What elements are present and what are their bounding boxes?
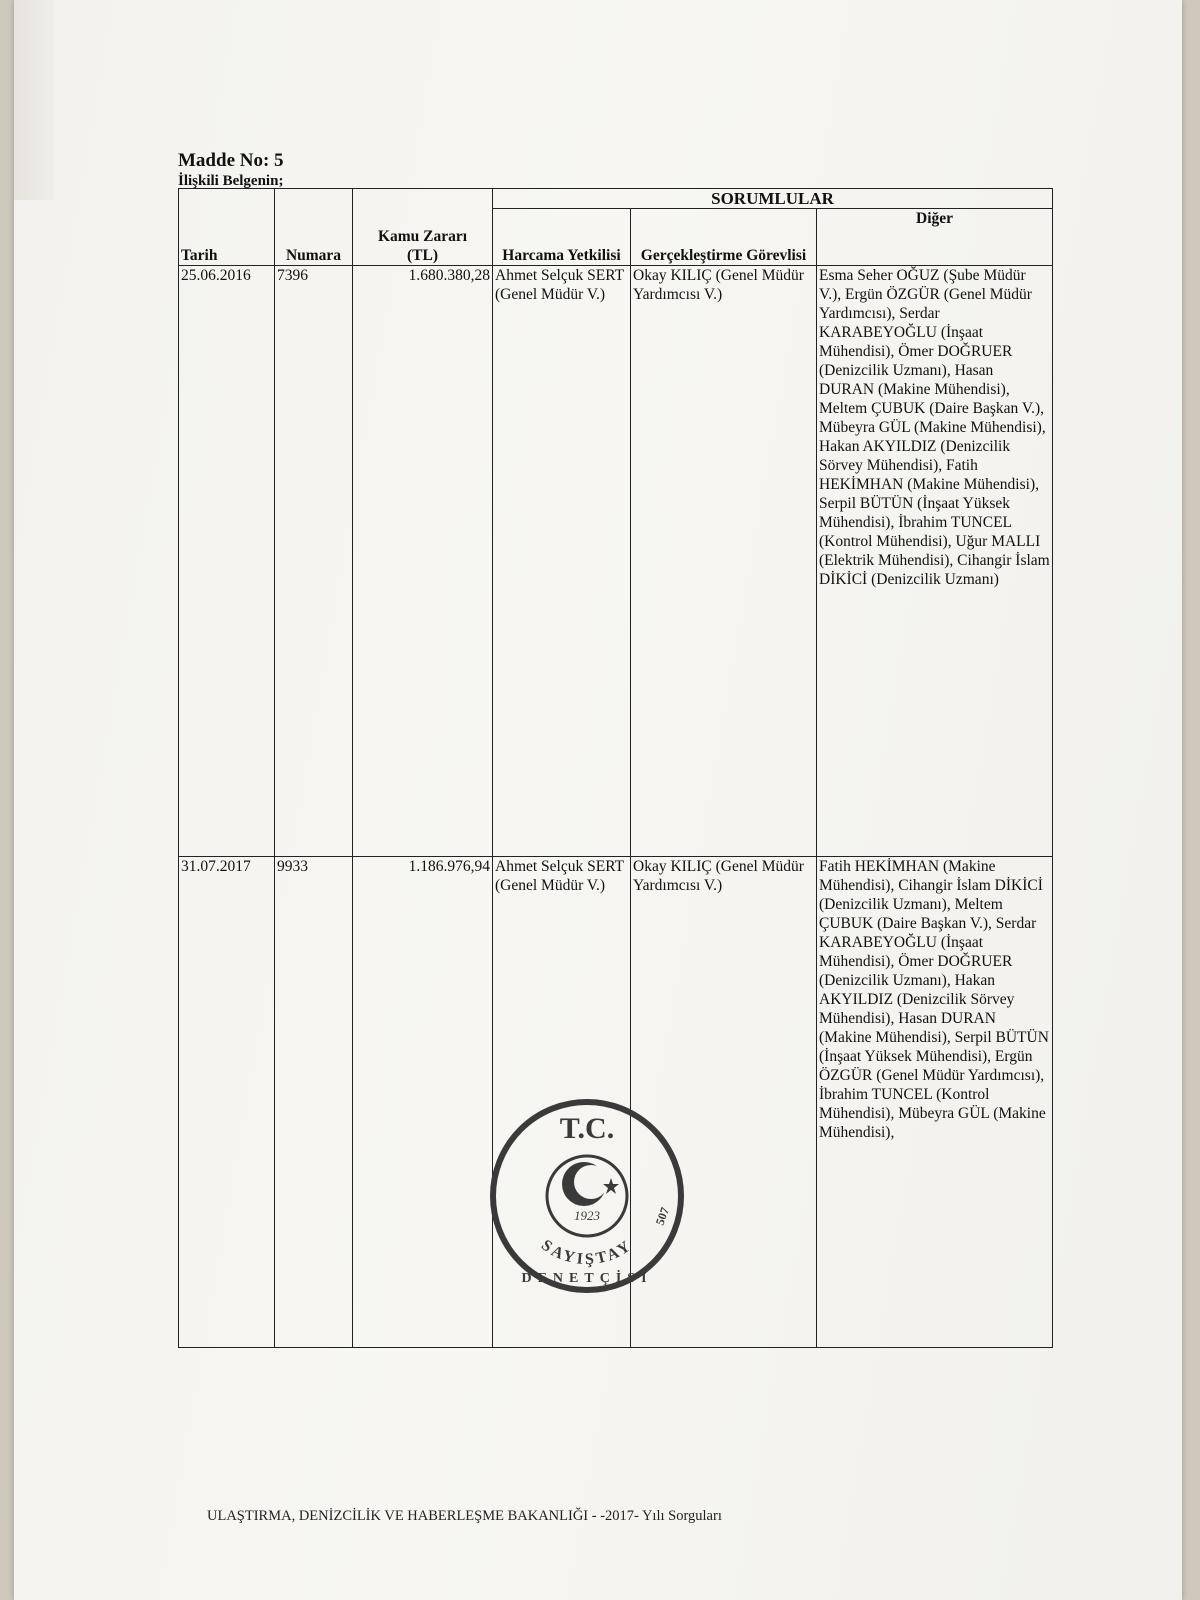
header-sorumlular: SORUMLULAR (493, 189, 1053, 209)
sayistay-seal (487, 1096, 687, 1296)
header-harcama: Harcama Yetkilisi (493, 209, 631, 266)
cell-numara: 9933 (275, 857, 353, 1348)
madde-number: Madde No: 5 (178, 150, 284, 171)
seal-tc: T.C. (559, 1112, 615, 1145)
cell-harcama: Ahmet Selçuk SERT (Genel Müdür V.) (493, 266, 631, 857)
crescent-cutout (574, 1165, 608, 1199)
page-footer: ULAŞTIRMA, DENİZCİLİK VE HABERLEŞME BAKANLIĞI - -2017- Yılı Sorguları (207, 1508, 722, 1524)
cell-tarih: 25.06.2016 (179, 266, 275, 857)
document-heading (178, 150, 284, 190)
seal-name: SAYIŞTAY (538, 1236, 636, 1269)
header-tarih: Tarih (179, 189, 275, 266)
header-kamu-zarari: Kamu Zararı (TL) (353, 189, 493, 266)
related-document-label: İlişkili Belgenin; (178, 173, 284, 189)
cell-gerceklestirme: Okay KILIÇ (Genel Müdür Yardımcısı V.) (631, 266, 817, 857)
seal-year: 1923 (574, 1208, 600, 1223)
cell-tarih: 31.07.2017 (179, 857, 275, 1348)
cell-harcama: Ahmet Selçuk SERT (Genel Müdür V.) (493, 857, 631, 1348)
cell-kamu-zarari: 1.186.976,94 (353, 857, 493, 1348)
cell-numara: 7396 (275, 266, 353, 857)
seal-sub: DENETÇİSİ (521, 1271, 653, 1286)
header-gerceklestirme: Gerçekleştirme Görevlisi (631, 209, 817, 266)
cell-diger: Fatih HEKİMHAN (Makine Mühendisi), Cihangir İslam DİKİCİ (Denizcilik Uzmanı), Meltem ÇUBUK (Daire Başkan V.), Serdar KARABEYOĞLU (İnşaat Mühendisi), Ömer DOĞRUER (Denizcilik Uzmanı), Hakan AKYILDIZ (Denizcilik Sörvey Mühendisi), Hasan DURAN (Makine Mühendisi), Serpil BÜTÜN (İnşaat Yüksek Mühendisi), Ergün ÖZGÜR (Genel Müdür Yardımcısı), İbrahim TUNCEL (Kontrol Mühendisi), Mübeyra GÜL (Makine Mühendisi), (817, 857, 1053, 1348)
cell-kamu-zarari: 1.680.380,28 (353, 266, 493, 857)
seal-number: 507 (652, 1205, 672, 1228)
cell-diger: Esma Seher OĞUZ (Şube Müdür V.), Ergün ÖZGÜR (Genel Müdür Yardımcısı), Serdar KARABEYOĞLU (İnşaat Mühendisi), Ömer DOĞRUER (Denizcilik Uzmanı), Hasan DURAN (Makine Mühendisi), Meltem ÇUBUK (Daire Başkan V.), Mübeyra GÜL (Makine Mühendisi), Hakan AKYILDIZ (Denizcilik Sörvey Mühendisi), Fatih HEKİMHAN (Makine Mühendisi), Serpil BÜTÜN (İnşaat Yüksek Mühendisi), İbrahim TUNCEL (Kontrol Mühendisi), Uğur MALLI (Elektrik Mühendisi), Cihangir İslam DİKİCİ (Denizcilik Uzmanı) (817, 266, 1053, 857)
cell-gerceklestirme: Okay KILIÇ (Genel Müdür Yardımcısı V.) (631, 857, 817, 1348)
paper-fold (14, 0, 54, 200)
header-numara: Numara (275, 189, 353, 266)
table-row (179, 266, 1053, 857)
header-row-top (179, 189, 1053, 209)
header-diger: Diğer (817, 209, 1053, 266)
